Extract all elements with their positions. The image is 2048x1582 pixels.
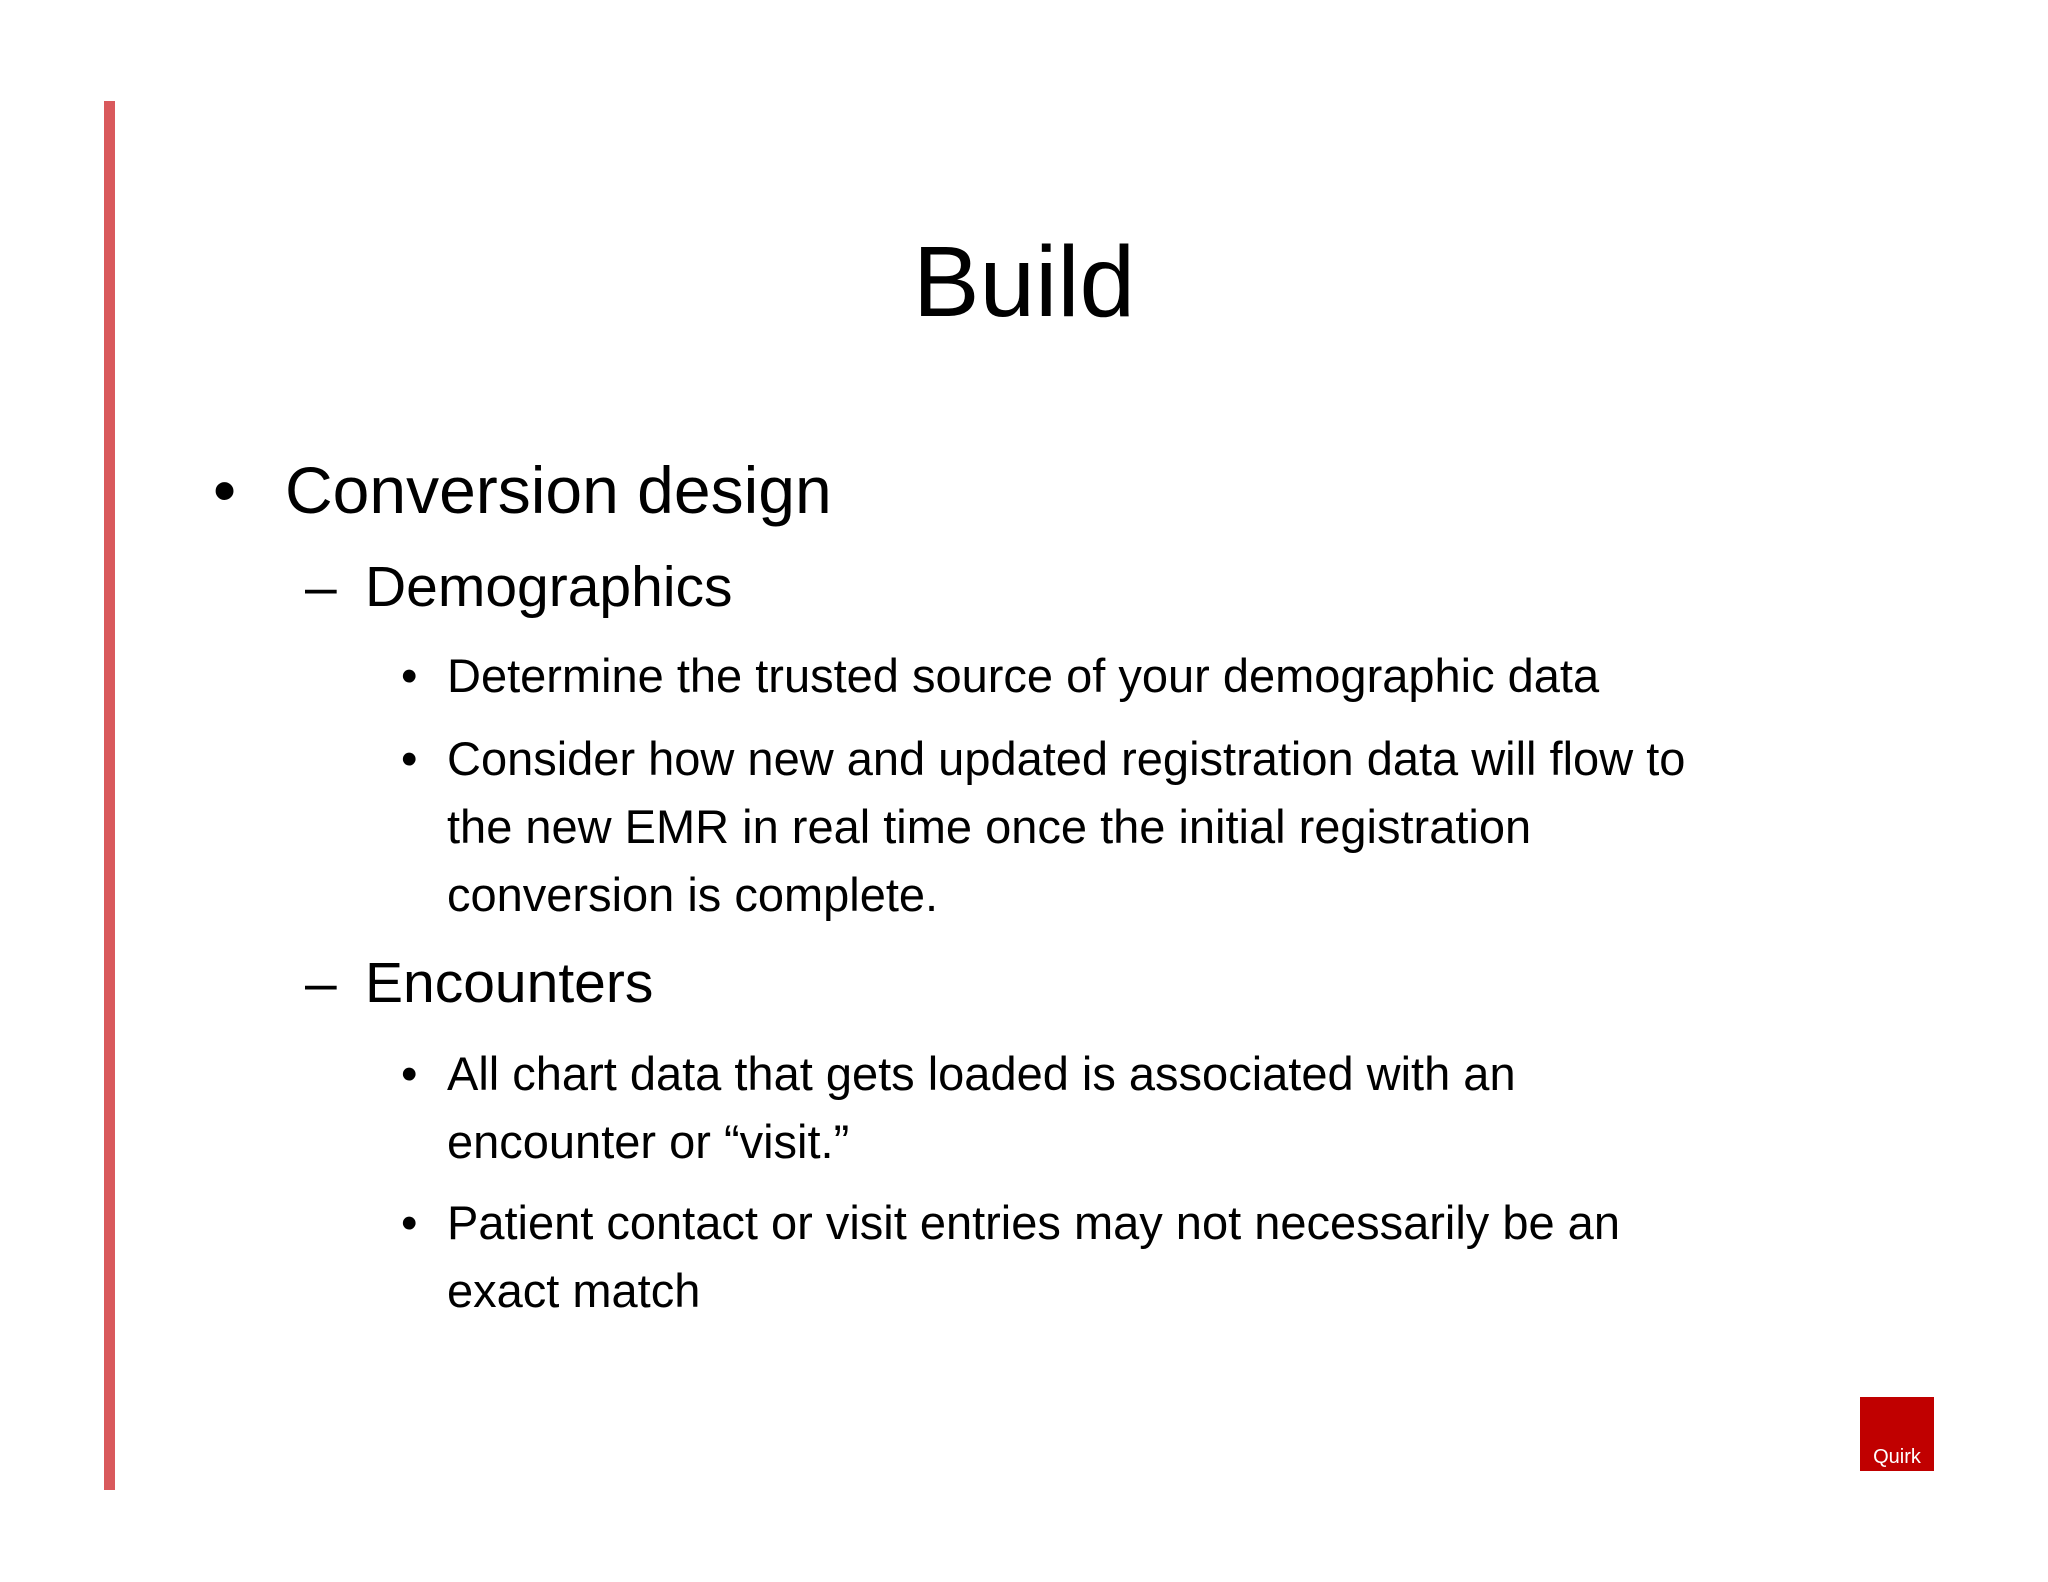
bullet-marker: • <box>401 1196 418 1249</box>
bullet-marker: • <box>401 649 418 702</box>
subbullet-text: Encounters <box>365 951 654 1015</box>
point-line: Determine the trusted source of your demographic data <box>447 649 1600 702</box>
bullet-marker: • <box>401 732 418 785</box>
point-line: exact match <box>447 1264 701 1317</box>
point-line: Patient contact or visit entries may not necessarily be an <box>447 1196 1620 1249</box>
bullet-marker: • <box>213 453 237 527</box>
point-line: the new EMR in real time once the initial registration <box>447 800 1532 853</box>
bullet-text: Conversion design <box>285 453 832 527</box>
dash-marker: – <box>305 555 337 619</box>
quirk-logo <box>1860 1397 1934 1471</box>
point-line: conversion is complete. <box>447 868 939 921</box>
point-line: encounter or “visit.” <box>447 1115 850 1168</box>
point-line: All chart data that gets loaded is associated with an <box>447 1047 1516 1100</box>
bullet-marker: • <box>401 1047 418 1100</box>
logo-text: Quirk <box>1873 1446 1921 1468</box>
dash-marker: – <box>305 951 337 1015</box>
point-line: Consider how new and updated registration data will flow to <box>447 732 1686 785</box>
slide-title: Build <box>912 226 1136 338</box>
subbullet-text: Demographics <box>365 555 733 619</box>
